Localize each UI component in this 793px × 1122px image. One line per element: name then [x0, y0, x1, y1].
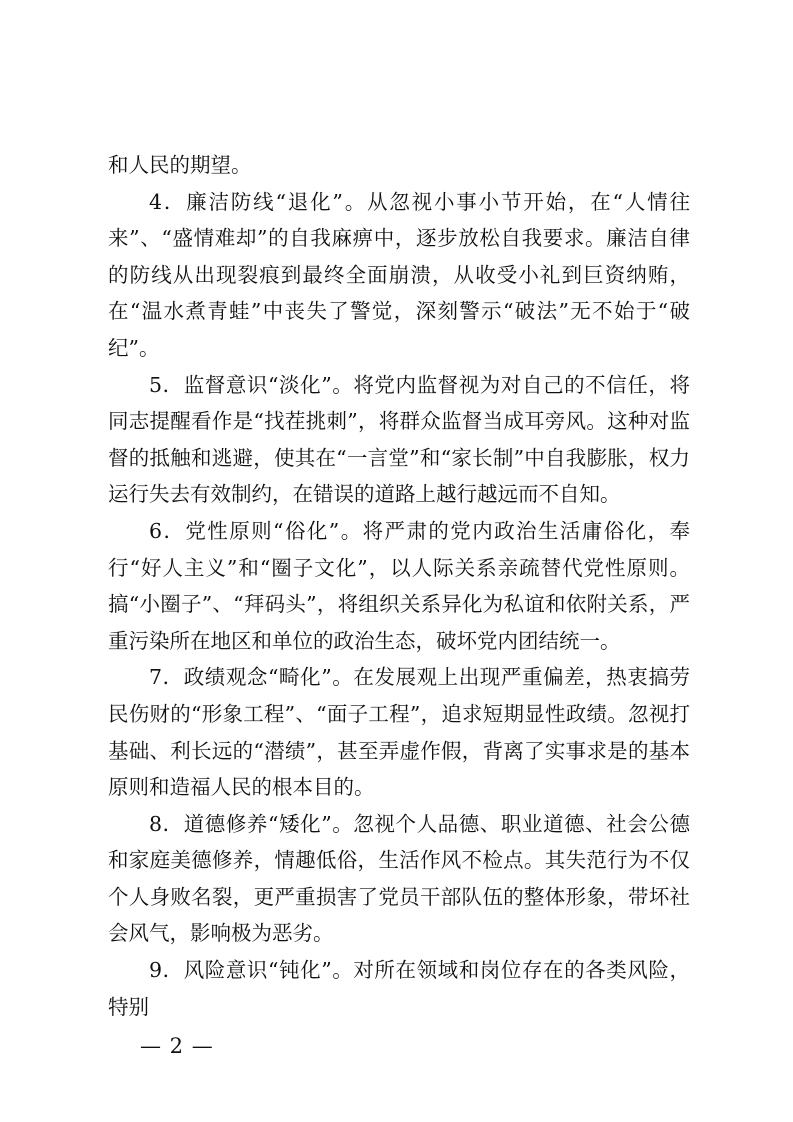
page-number: — 2 — — [140, 1034, 214, 1058]
paragraph-item-5: 5．监督意识“淡化”。将党内监督视为对自己的不信任，将同志提醒看作是“找茬挑刺”，将群众监督当成耳旁风。这种对监督的抵触和逃避，使其在“一言堂”和“家长制”中自我膨胀，权力运行失去有效制约，在错误的道路上越行越远而不自知。 — [108, 372, 690, 507]
paragraph-item-8: 8．道德修养“矮化”。忽视个人品德、职业道德、社会公德和家庭美德修养，情趣低俗，生活作风不检点。其失范行为不仅个人身败名裂，更严重损害了党员干部队伍的整体形象，带坏社会风气，影响极为恶劣。 — [108, 811, 690, 946]
paragraph-item-7: 7．政绩观念“畸化”。在发展观上出现严重偏差，热衷搞劳民伤财的“形象工程”、“面子工程”，追求短期显性政绩。忽视打基础、利长远的“潜绩”，甚至弄虚作假，背离了实事求是的基本原则和造福人民的根本目的。 — [108, 665, 690, 800]
body-text — [108, 147, 690, 1025]
paragraph-continuation: 和人民的期望。 — [108, 153, 252, 177]
paragraph-item-4: 4．廉洁防线“退化”。从忽视小事小节开始，在“人情往来”、“盛情难却”的自我麻痹中，逐步放松自我要求。廉洁自律的防线从出现裂痕到最终全面崩溃，从收受小礼到巨资纳贿，在“温水煮青蛙”中丧失了警觉，深刻警示“破法”无不始于“破纪”。 — [108, 189, 690, 360]
paragraph-item-9: 9．风险意识“钝化”。对所在领域和岗位存在的各类风险，特别 — [108, 958, 690, 1019]
paragraph-item-6: 6．党性原则“俗化”。将严肃的党内政治生活庸俗化，奉行“好人主义”和“圈子文化”，以人际关系亲疏替代党性原则。搞“小圈子”、“拜码头”，将组织关系异化为私谊和依附关系，严重污染所在地区和单位的政治生态，破坏党内团结统一。 — [108, 518, 690, 653]
